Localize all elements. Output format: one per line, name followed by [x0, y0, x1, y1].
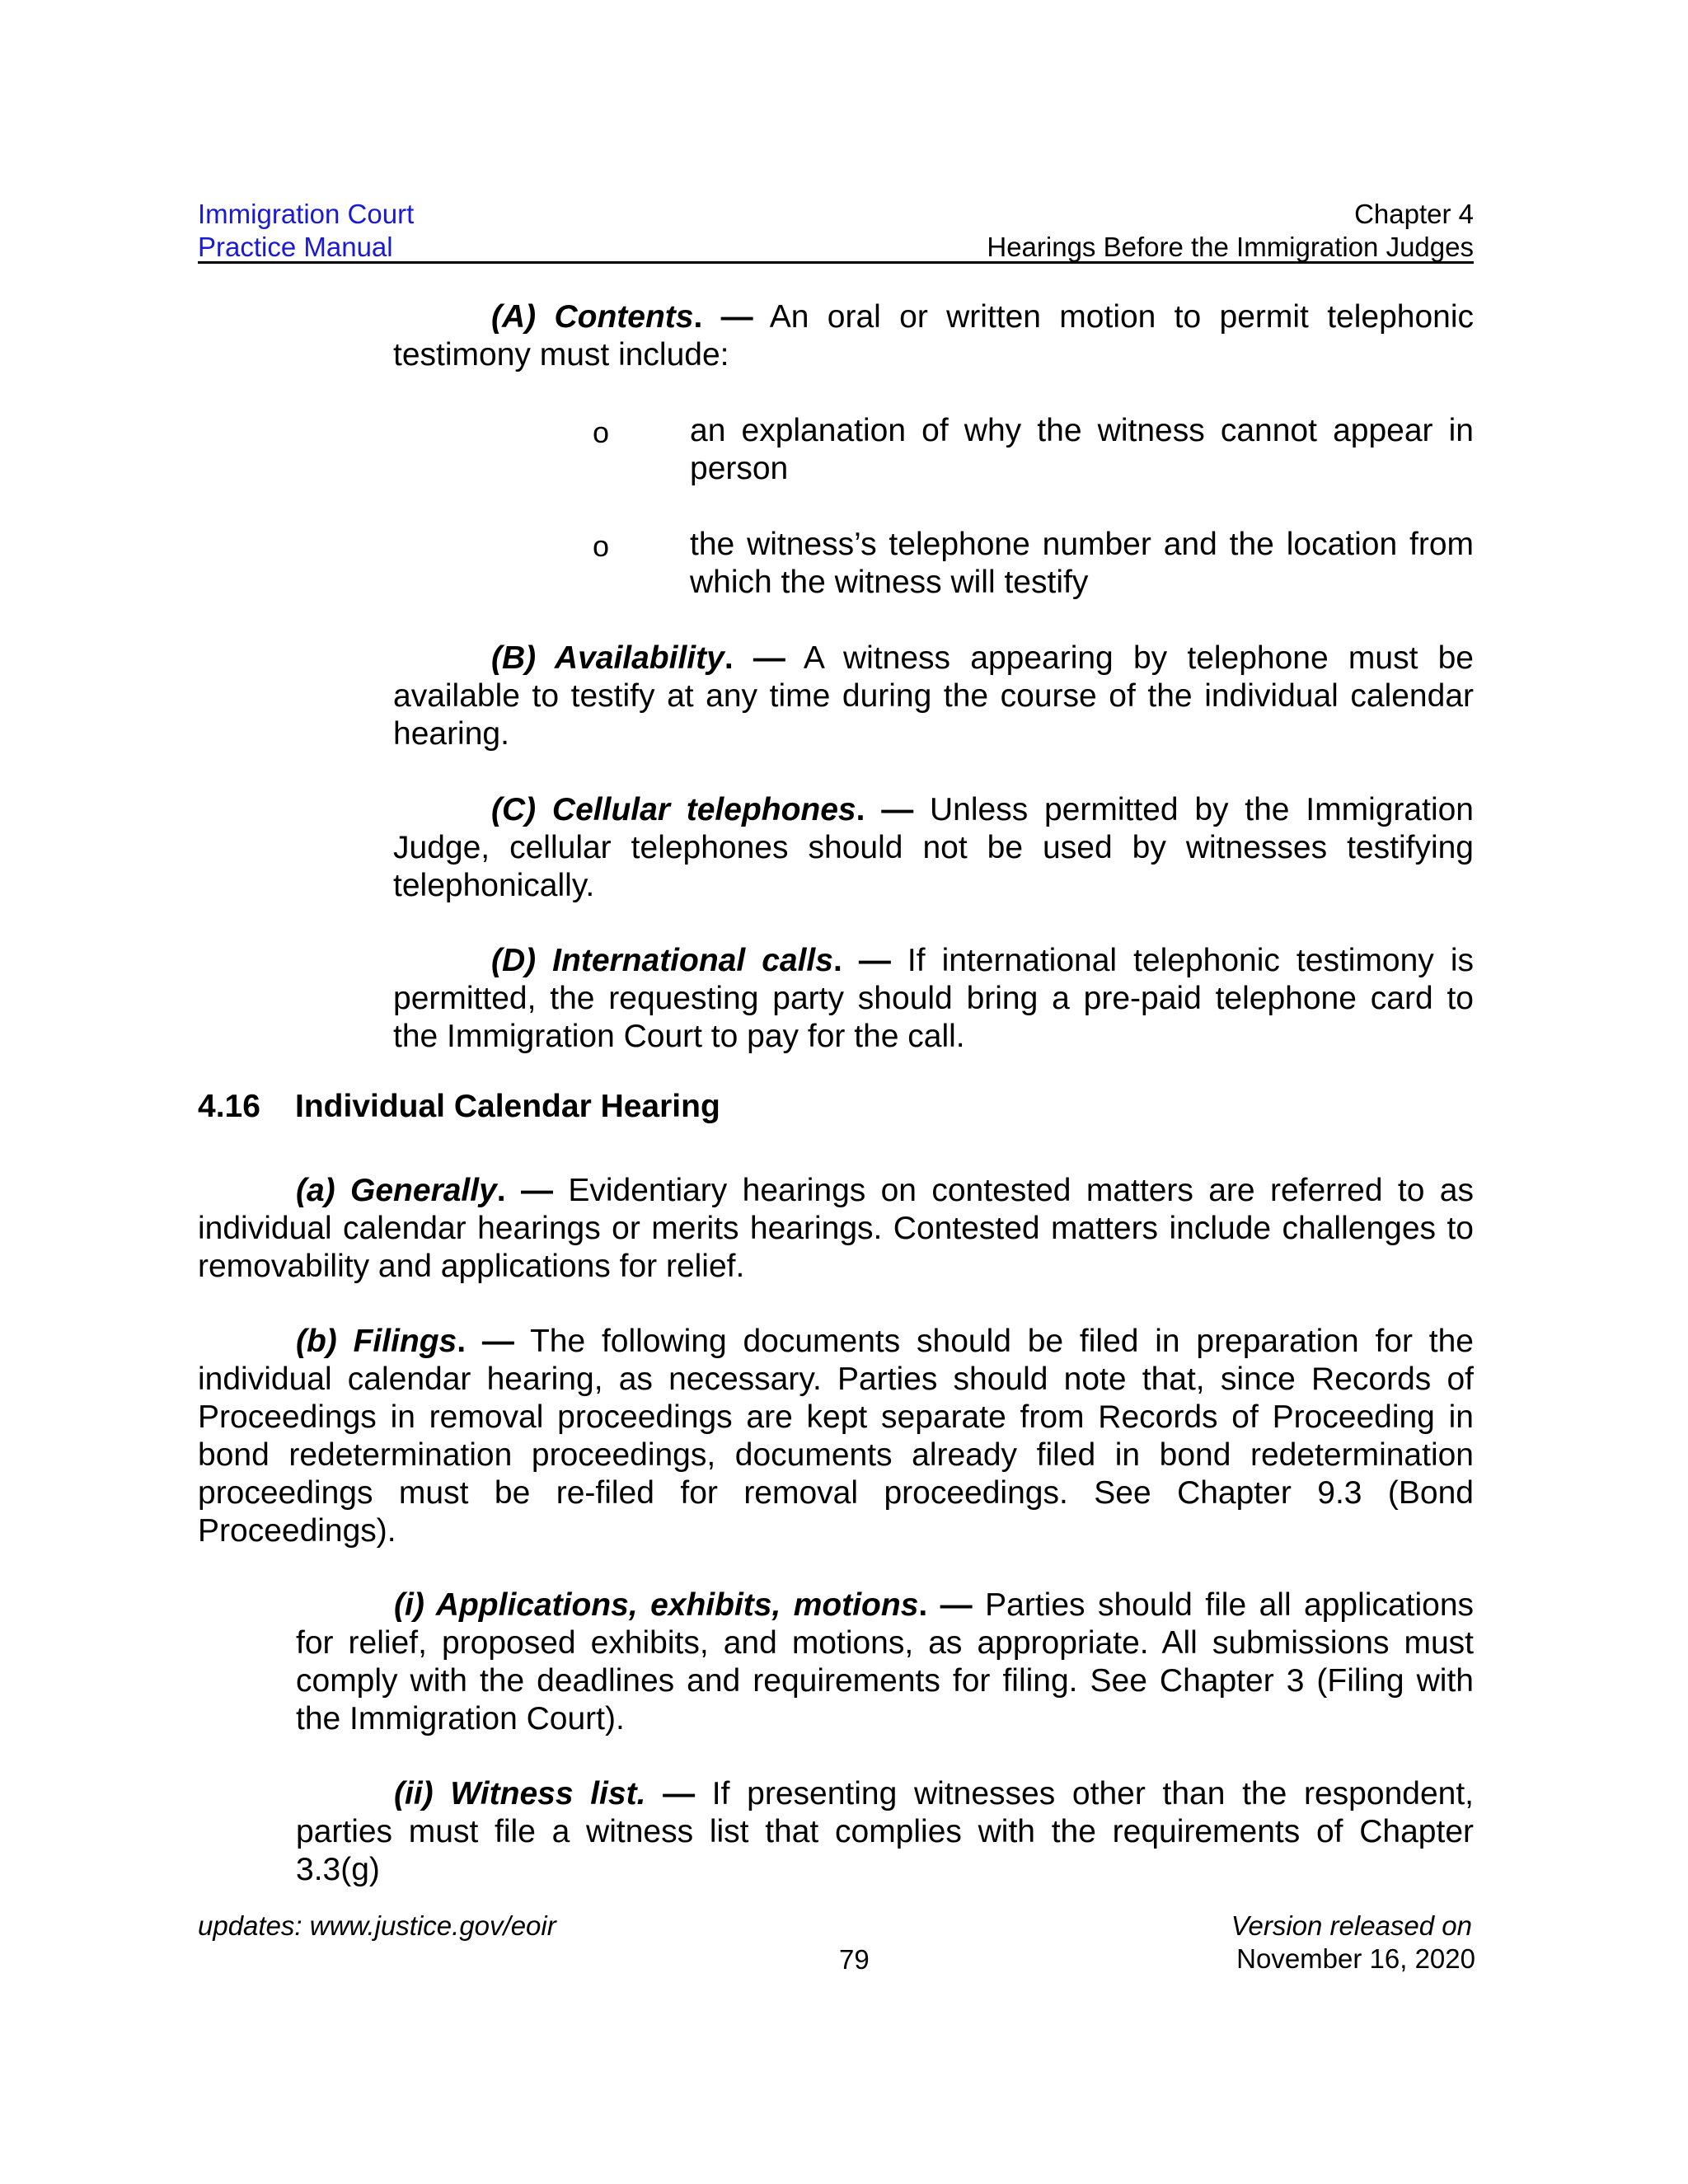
subsection-b-dash: . — — [724, 640, 785, 676]
subsection-a-lead: (A) Contents — [491, 299, 694, 335]
paragraph-i-lead: (i) Applications, exhibits, motions — [394, 1587, 919, 1623]
header-chapter-number: Chapter 4 — [1354, 199, 1474, 229]
paragraph-i-text: Parties should file all applications for relief, proposed exhibits, and motions, as appropriate. All submissions must comply with the deadlines and requirements for filing. See Chapter 3 (Filing with the Immigration Court). — [296, 1587, 1475, 1736]
bullet-marker: o — [593, 529, 610, 563]
header-left — [198, 198, 414, 264]
footer-version-date: November 16, 2020 — [1236, 1943, 1475, 1974]
subsection-c-lead: (C) Cellular telephones — [491, 792, 856, 827]
paragraph-a-text: Evidentiary hearings on contested matters are referred to as individual calendar hearings or merits hearings. Contested matters include challenges to removability and applications for relief. — [198, 1173, 1474, 1284]
paragraph-a-lead: (a) Generally — [296, 1173, 497, 1208]
header-right — [987, 198, 1474, 264]
subsection-d-international — [393, 942, 1474, 1056]
footer-updates-url: updates: www.justice.gov/eoir — [198, 1910, 556, 1941]
bullet-item-text: an explanation of why the witness cannot appear in person — [690, 413, 1474, 486]
subsection-c-cellular — [393, 791, 1474, 905]
subsection-b-lead: (B) Availability — [491, 640, 724, 676]
subsection-d-text: If international telephonic testimony is permitted, the requesting party should bring a pre-paid telephone card to the Immigration Court to pay for the call. — [393, 943, 1475, 1054]
paragraph-b-text: The following documents should be filed in preparation for the individual calendar hearing, as necessary. Parties should note that, since Records of Proceedings in removal proceedings are kept separate from Records of Proceeding in bond redetermination proceedings, documents already filed in bond redetermination proceedings must be re-filed for removal proceedings. See Chapter 9.3 (Bond Proceedings). — [198, 1324, 1474, 1549]
paragraph-ii-text: If presenting witnesses other than the respondent, parties must file a witness list that complies with the requirements of Chapter 3.3(g) — [296, 1776, 1474, 1887]
section-title: Individual Calendar Hearing — [295, 1089, 720, 1124]
section-number: 4.16 — [198, 1089, 260, 1124]
paragraph-b-lead: (b) Filings — [296, 1324, 457, 1359]
subsection-b-availability — [393, 640, 1474, 753]
subsection-d-lead: (D) International calls — [491, 943, 833, 978]
subsection-a-dash: . — — [693, 299, 753, 335]
subsection-c-text: Unless permitted by the Immigration Judge, cellular telephones should not be used by witnesses testifying telephonically. — [393, 792, 1474, 903]
subsection-a-text: An oral or written motion to permit telephonic testimony must include: — [393, 299, 1474, 373]
paragraph-i-applications — [296, 1586, 1474, 1738]
paragraph-i-dash: . — — [918, 1587, 973, 1623]
subsection-c-dash: . — — [856, 792, 914, 827]
paragraph-a-generally — [198, 1172, 1474, 1286]
subsection-d-dash: . — — [832, 943, 891, 978]
paragraph-b-dash: . — — [457, 1324, 514, 1359]
paragraph-a-dash: . — — [496, 1173, 553, 1208]
bullet-item-text: the witness’s telephone number and the location from which the witness will testify — [690, 527, 1474, 600]
paragraph-ii-lead: (ii) Witness list. — [394, 1776, 646, 1811]
subsection-a-contents — [393, 298, 1474, 374]
paragraph-ii-witness-list — [296, 1775, 1474, 1889]
subsection-b-text: A witness appearing by telephone must be available to testify at any time during the course of the individual calendar hearing. — [393, 640, 1474, 752]
paragraph-ii-dash: — — [645, 1776, 696, 1811]
header-manual-title-line1: Immigration Court — [198, 199, 415, 229]
header-manual-title-line2: Practice Manual — [198, 232, 393, 262]
footer-version-label: Version released on — [1231, 1910, 1472, 1941]
header-chapter-title: Hearings Before the Immigration Judges — [987, 232, 1474, 262]
paragraph-b-filings — [198, 1323, 1474, 1550]
footer-page-number: 79 — [839, 1944, 870, 1975]
header-rule — [198, 261, 1474, 264]
bullet-marker: o — [593, 415, 610, 449]
